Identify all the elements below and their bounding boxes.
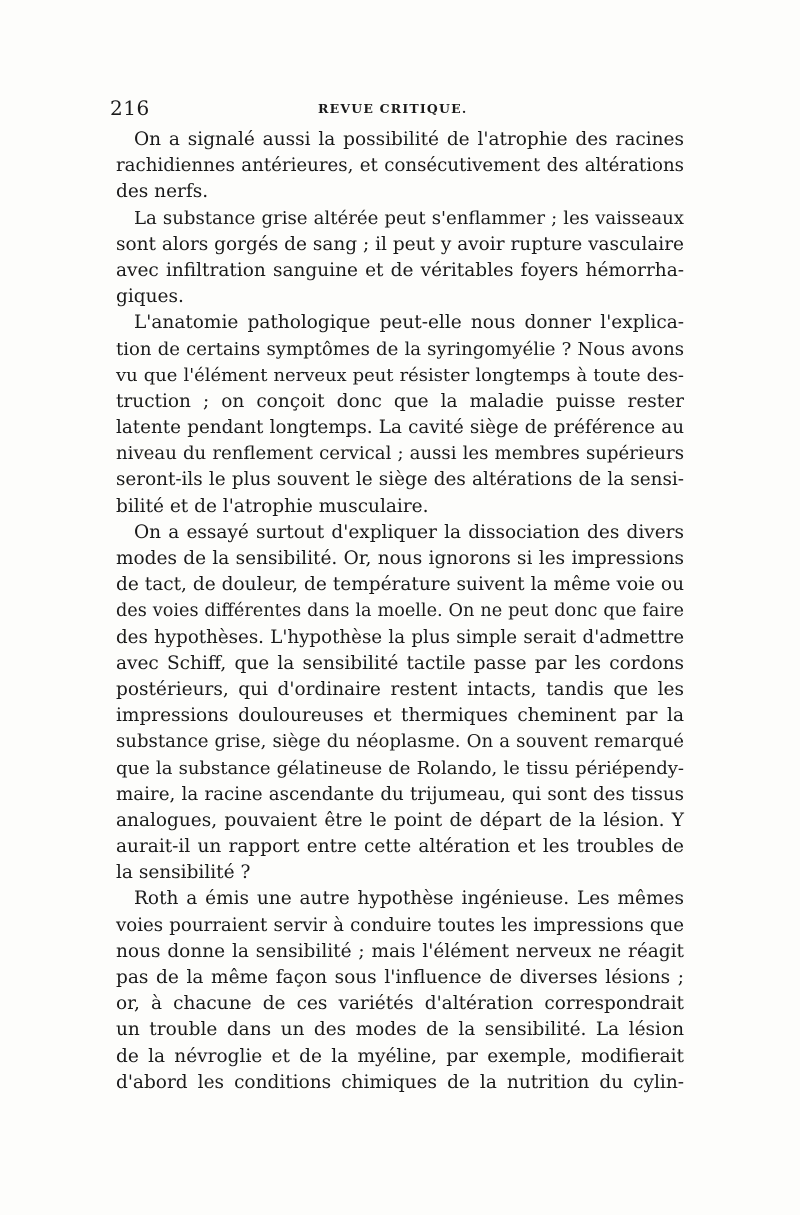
text-line: L'anatomie pathologique peut-elle nous donner l'explica- <box>134 312 684 334</box>
text-line: que la substance gélatineuse de Rolando, le tissu périépendy- <box>116 757 684 779</box>
text-line: de tact, de douleur, de température suivent la même voie ou <box>116 574 684 596</box>
running-title: REVUE CRITIQUE. <box>318 101 468 116</box>
text-line: or, à chacune de ces variétés d'altération correspondrait <box>116 993 684 1015</box>
text-line: des nerfs. <box>116 181 209 203</box>
text-line: des hypothèses. L'hypothèse la plus simple serait d'admettre <box>116 626 684 648</box>
running-head <box>110 96 678 120</box>
text-line: vu que l'élément nerveux peut résister longtemps à toute des- <box>116 364 684 386</box>
text-line: niveau du renflement cervical ; aussi les membres supérieurs <box>116 443 684 465</box>
text-line: seront-ils le plus souvent le siège des altérations de la sensi- <box>116 469 684 491</box>
text-line: sont alors gorgés de sang ; il peut y avoir rupture vasculaire <box>116 233 684 255</box>
paragraph-4 <box>116 520 684 887</box>
text-line: avec infiltration sanguine et de véritables foyers hémorrha- <box>116 259 684 281</box>
paragraph-5 <box>116 886 684 1096</box>
page-number: 216 <box>110 96 150 120</box>
text-line: impressions douloureuses et thermiques cheminent par la <box>116 705 684 727</box>
text-line: On a essayé surtout d'expliquer la dissociation des divers <box>134 521 684 543</box>
text-line: avec Schiff, que la sensibilité tactile passe par les cordons <box>116 652 684 674</box>
text-line: On a signalé aussi la possibilité de l'atrophie des racines <box>134 129 684 150</box>
text-line: modes de la sensibilité. Or, nous ignorons si les impressions <box>116 548 684 569</box>
paragraph-3 <box>116 310 684 520</box>
text-line: La substance grise altérée peut s'enflammer ; les vaisseaux <box>134 207 684 229</box>
text-line: analogues, pouvaient être le point de départ de la lésion. Y <box>116 809 684 831</box>
text-line: tion de certains symptômes de la syringomyélie ? Nous avons <box>116 338 684 360</box>
text-line: un trouble dans un des modes de la sensibilité. La lésion <box>116 1019 684 1041</box>
text-line: d'abord les conditions chimiques de la nutrition du cylin- <box>116 1071 684 1093</box>
text-line: nous donne la sensibilité ; mais l'élément nerveux ne réagit <box>116 940 684 962</box>
text-line: pas de la même façon sous l'influence de diverses lésions ; <box>116 967 684 988</box>
text-line: de la névroglie et de la myéline, par exemple, modifierait <box>116 1045 684 1067</box>
text-line: substance grise, siège du néoplasme. On a souvent remarqué <box>116 731 684 753</box>
text-line: la sensibilité ? <box>116 862 251 884</box>
text-line: maire, la racine ascendante du trijumeau, qui sont des tissus <box>116 783 684 805</box>
text-line: des voies différentes dans la moelle. On ne peut donc que faire <box>116 601 684 622</box>
text-line: bilité et de l'atrophie musculaire. <box>116 495 429 517</box>
paragraph-1 <box>116 127 684 206</box>
text-line: latente pendant longtemps. La cavité siège de préférence au <box>116 417 684 439</box>
text-line: giques. <box>116 286 184 308</box>
text-line: truction ; on conçoit donc que la maladie puisse rester <box>116 390 684 412</box>
text-line: rachidiennes antérieures, et consécutivement des altérations <box>116 155 684 177</box>
text-line: postérieurs, qui d'ordinaire restent intacts, tandis que les <box>116 678 684 700</box>
body-text <box>116 127 684 1096</box>
text-line: aurait-il un rapport entre cette altération et les troubles de <box>116 836 684 858</box>
text-line: Roth a émis une autre hypothèse ingénieuse. Les mêmes <box>134 888 684 910</box>
paragraph-2 <box>116 206 684 311</box>
text-line: voies pourraient servir à conduire toutes les impressions que <box>116 914 684 936</box>
